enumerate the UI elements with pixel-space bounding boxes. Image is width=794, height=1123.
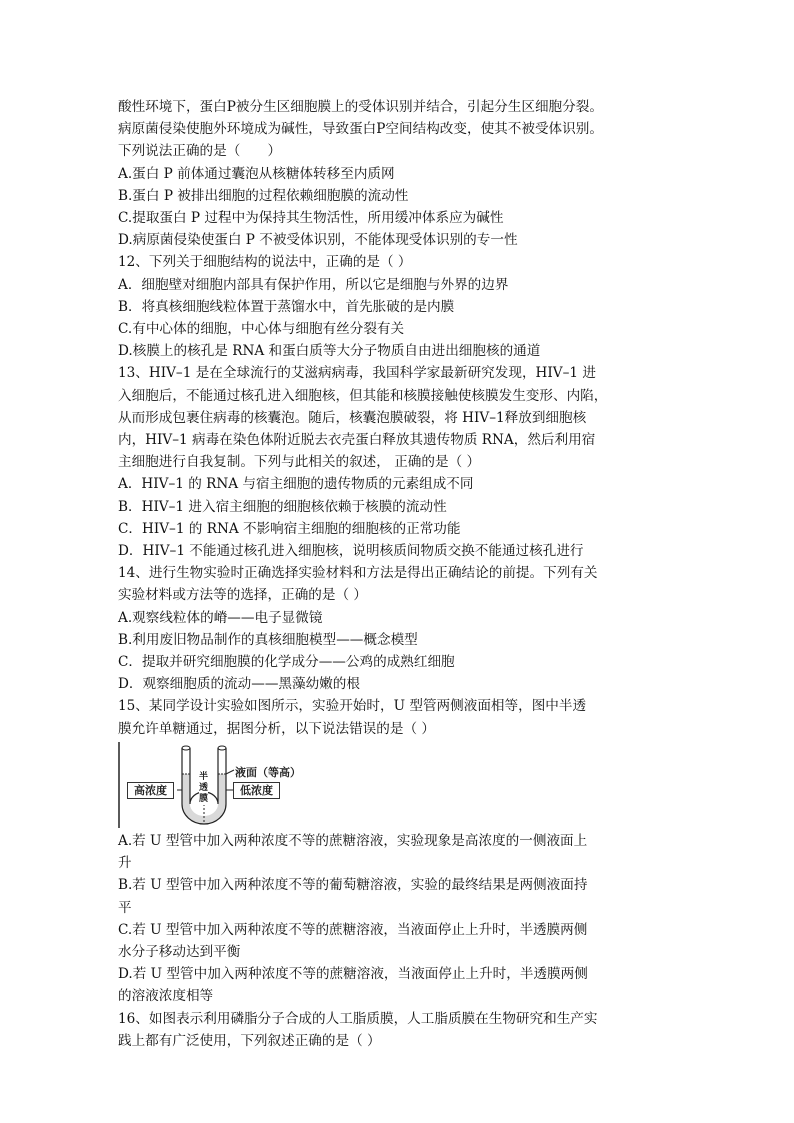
liquid-level-label: 液面（等高） [235,765,301,779]
option-b: B．将真核细胞线粒体置于蒸馏水中，首先胀破的是内膜 [118,298,455,315]
membrane-label [199,772,208,805]
text-line: 病原菌侵染使胞外环境成为碱性，导致蛋白P空间结构改变，使其不被受体识别。 [118,121,603,138]
option-c: C.有中心体的细胞，中心体与细胞有丝分裂有关 [118,321,405,338]
u-tube-diagram [118,742,328,828]
membrane-char: 透 [199,782,209,793]
question-16-stem-line: 16、如图表示利用磷脂分子合成的人工脂质膜，人工脂质膜在生物研究和生产实 [118,1010,598,1027]
membrane-char: 半 [199,771,209,782]
option-a [118,830,688,874]
option-d: D．观察细胞质的流动——黑藻幼嫩的根 [118,676,360,693]
low-concentration-label: 低浓度 [233,782,280,799]
option-line: 的溶液浓度相等 [118,988,214,1005]
option-d: D．HIV–1 不能通过核孔进入细胞核，说明核质间物质交换不能通过核孔进行 [118,543,584,560]
option-line: C.若 U 型管中加入两种浓度不等的蔗糖溶液，当液面停止上升时，半透膜两侧 [118,921,588,938]
question-14-stem-line: 14、进行生物实验时正确选择实验材料和方法是得出正确结论的前提。下列有关 [118,565,598,582]
option-line: 水分子移动达到平衡 [118,943,241,960]
option-a: A．细胞壁对细胞内部具有保护作用，所以它是细胞与外界的边界 [118,276,509,293]
option-a: A.蛋白 P 前体通过囊泡从核糖体转移至内质网 [118,165,395,182]
option-d: D.病原菌侵染使蛋白 P 不被受体识别，不能体现受体识别的专一性 [118,232,518,249]
high-concentration-label: 高浓度 [127,782,174,799]
option-b: B．HIV–1 进入宿主细胞的细胞核依赖于核膜的流动性 [118,498,447,515]
option-c: C．提取并研究细胞膜的化学成分——公鸡的成熟红细胞 [118,654,455,671]
option-d: D.核膜上的核孔是 RNA 和蛋白质等大分子物质自由进出细胞核的通道 [118,343,541,360]
question-13 [118,362,688,562]
question-15-stem-line: 15、某同学设计实验如图所示，实验开始时，U 型管两侧液面相等，图中半透 [118,698,587,715]
option-d [118,963,688,1007]
option-a: A.观察线粒体的嵴——电子显微镜 [118,609,323,626]
question-15-stem-line: 膜允许单糖通过，据图分析，以下说法错误的是（ ） [118,720,435,737]
question-13-stem-line: 内，HIV–1 病毒在染色体附近脱去衣壳蛋白释放其遗传物质 RNA，然后利用宿 [118,432,596,449]
question-16 [118,1008,688,1052]
question-13-stem-line: 入细胞后，不能通过核孔进入细胞核，但其能和核膜接触使核膜发生变形、内陷， [118,387,608,404]
question-14-stem-line: 实验材料或方法等的选择，正确的是（ ） [118,587,368,604]
option-line: A.若 U 型管中加入两种浓度不等的蔗糖溶液，实验现象是高浓度的一侧液面上 [118,832,588,849]
option-line: 升 [118,855,132,872]
text-line: 下列说法正确的是（ ） [118,143,282,160]
option-c: C．HIV–1 的 RNA 不影响宿主细胞的细胞核的正常功能 [118,520,461,537]
option-line: D.若 U 型管中加入两种浓度不等的蔗糖溶液，当液面停止上升时，半透膜两侧 [118,966,588,983]
membrane-char: 膜 [199,793,209,804]
option-b: B.利用废旧物品制作的真核细胞模型——概念模型 [118,631,418,648]
question-13-stem-line: 13、HIV–1 是在全球流行的艾滋病病毒，我国科学家最新研究发现，HIV–1 进 [118,365,596,382]
document-page [118,96,688,1052]
option-c: C.提取蛋白 P 过程中为保持其生物活性，所用缓冲体系应为碱性 [118,210,504,227]
question-16-stem-line: 践上都有广泛使用，下列叙述正确的是（ ） [118,1032,381,1049]
question-15 [118,695,688,1007]
option-b [118,874,688,918]
option-c [118,919,688,963]
question-14 [118,562,688,695]
option-b: B.蛋白 P 被排出细胞的过程依赖细胞膜的流动性 [118,187,409,204]
question-13-stem-line: 从而形成包裹住病毒的核囊泡。随后，核囊泡膜破裂，将 HIV–1释放到细胞核 [118,409,587,426]
option-line: B.若 U 型管中加入两种浓度不等的葡萄糖溶液，实验的最终结果是两侧液面持 [118,877,588,894]
question-12 [118,251,688,362]
question-12-stem: 12、下列关于细胞结构的说法中，正确的是（ ） [118,254,412,271]
option-a: A．HIV–1 的 RNA 与宿主细胞的遗传物质的元素组成不同 [118,476,474,493]
question-13-stem-line: 主细胞进行自我复制。下列与此相关的叙述， 正确的是（ ） [118,454,481,471]
text-line: 酸性环境下，蛋白P被分生区细胞膜上的受体识别并结合，引起分生区细胞分裂。 [118,99,603,115]
option-line: 平 [118,899,132,916]
question-11-options [118,163,688,252]
question-11-stem [118,96,688,163]
